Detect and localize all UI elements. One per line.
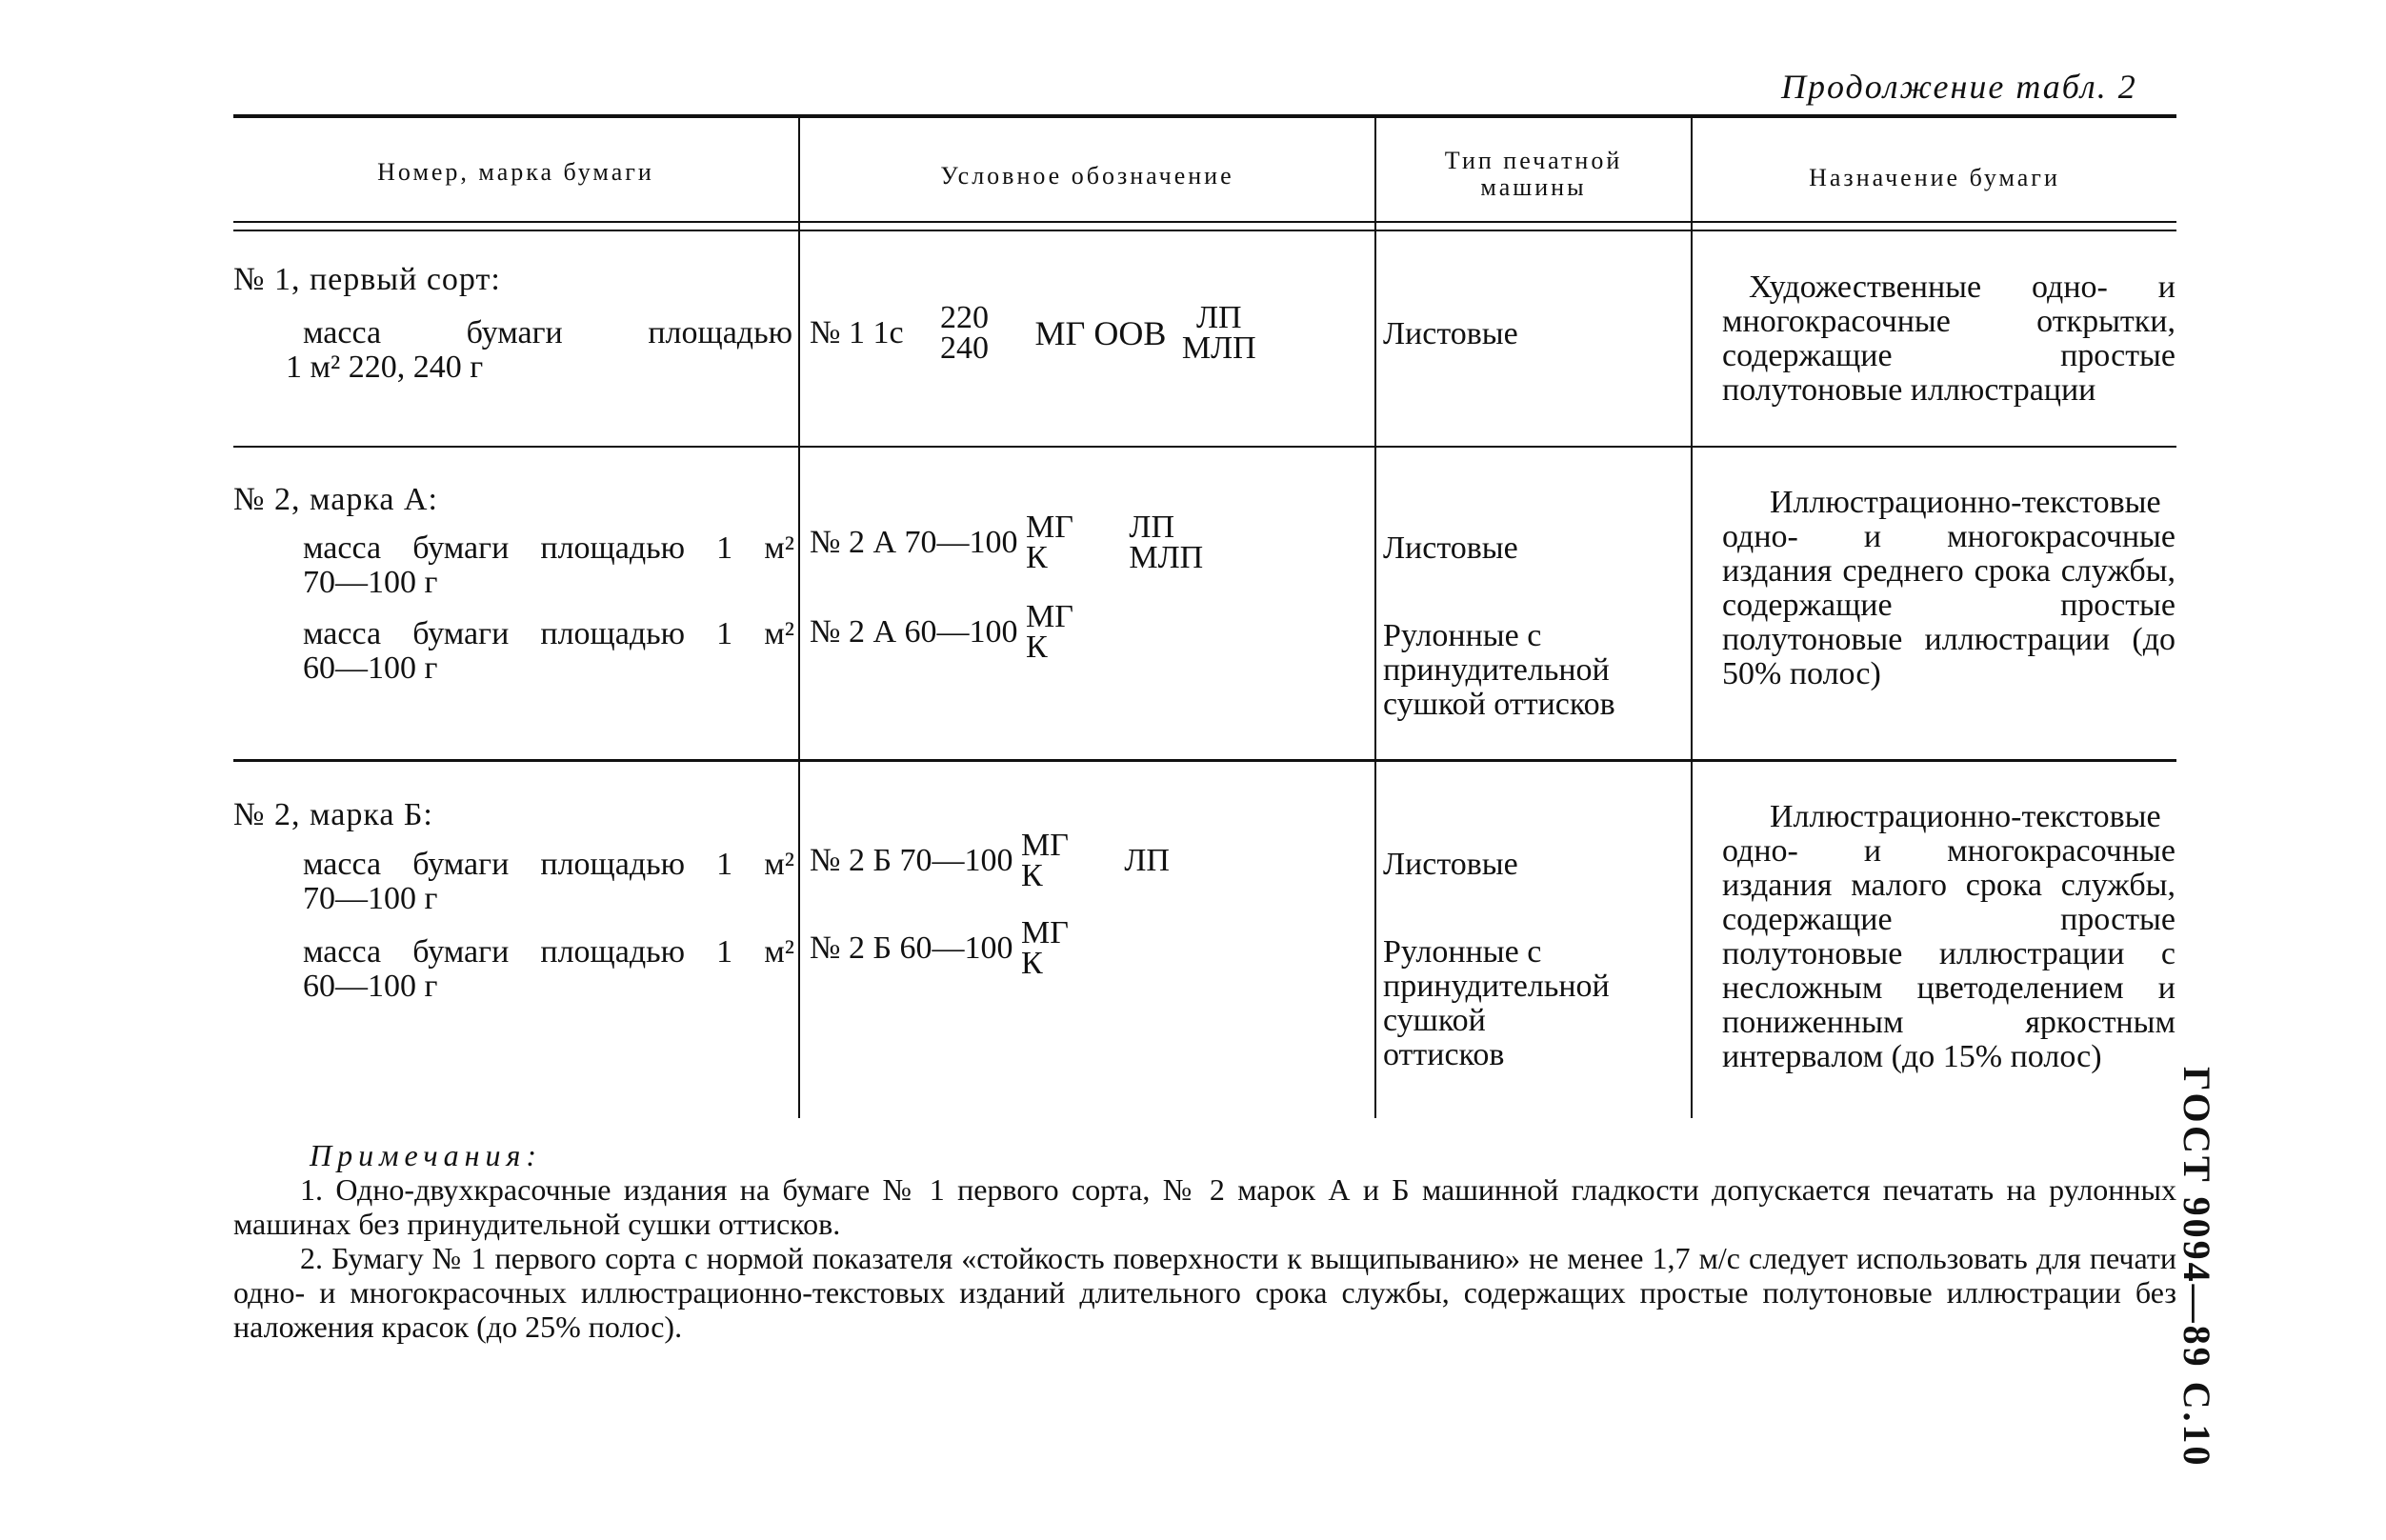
row2-sub1-line1: масса бумаги площадью 1 м² — [303, 530, 794, 566]
row2-machine2: Рулонные с принудительной сушкой оттисков — [1383, 618, 1615, 722]
row1-desc-line1: масса бумаги площадью — [303, 315, 792, 350]
row3-sub1-line2: 70—100 г — [303, 881, 438, 916]
row2-code2 — [810, 599, 1073, 665]
row3-code1-right: ЛП — [1124, 843, 1170, 878]
row2-sub2-line1: масса бумаги площадью 1 м² — [303, 616, 794, 651]
row1-code-frac-bottom: 240 — [940, 330, 990, 366]
row1-code — [810, 300, 1372, 366]
row2-sub2-line2: 60—100 г — [303, 650, 438, 686]
row3-code2-prefix: № 2 Б 60—100 — [810, 930, 1013, 966]
row1-machine: Листовые — [1383, 316, 1518, 351]
row1-code-stack — [1181, 300, 1256, 366]
header-machine-type-line1: Тип печатной — [1444, 147, 1623, 174]
row3-machine2: Рулонные с принудительной сушкой оттисков — [1383, 934, 1610, 1072]
row3-code1-stack — [1021, 830, 1069, 891]
row3-code2-stack-top: МГ — [1020, 915, 1069, 950]
header-machine-type — [1376, 148, 1691, 201]
header-number-brand: Номер, марка бумаги — [377, 158, 654, 186]
row2-code1-right-top: ЛП — [1129, 510, 1175, 545]
row1-code-prefix: № 1 1с — [810, 315, 904, 350]
row1-purpose: Художественные одно- и многокрасочные открытки, содержащие простые полутоновые иллюстрации — [1722, 270, 2175, 408]
row1-code-frac — [940, 300, 990, 366]
row1-title: № 1, первый сорт: — [233, 262, 501, 297]
row2-code1-right — [1129, 512, 1203, 573]
col-divider-3 — [1691, 118, 1693, 1118]
header-machine-type-line2: машины — [1480, 173, 1587, 201]
row2-code1-right-bottom: МЛП — [1129, 540, 1204, 575]
row3-code1-prefix: № 2 Б 70—100 — [810, 843, 1013, 878]
row1-bottom-rule — [233, 446, 2176, 448]
row2-code1-prefix: № 2 А 70—100 — [810, 525, 1018, 560]
row1-code-mid: МГ ООВ — [1034, 314, 1167, 352]
row3-code1-stack-bottom: К — [1020, 858, 1043, 893]
row2-code2-stack-top: МГ — [1026, 599, 1073, 634]
continuation-title: Продолжение табл. 2 — [1781, 68, 2137, 106]
row3-code2-stack-bottom: К — [1020, 946, 1043, 981]
row2-sub1-line2: 70—100 г — [303, 565, 438, 600]
row3-code2-stack — [1020, 915, 1069, 981]
row1-code-stack-bottom: МЛП — [1181, 330, 1256, 366]
table-top-rule — [233, 114, 2176, 118]
row3-purpose: Иллюстрационно-текстовые одно- и многокрасочные издания малого срока службы, содержащие простые полутоновые иллюстрации с несложным цветоделением и пониженным яркостным интервалом (до 15% полос) — [1722, 799, 2175, 1074]
col-divider-2 — [1374, 118, 1376, 1118]
row2-code1-stack — [1026, 512, 1073, 573]
row2-title: № 2, марка А: — [233, 482, 438, 517]
row1-code-stack-top: ЛП — [1195, 300, 1242, 335]
row3-code1-stack-top: МГ — [1020, 828, 1069, 863]
row3-code2 — [810, 915, 1069, 981]
row3-title: № 2, марка Б: — [233, 797, 433, 832]
notes-block — [233, 1138, 2176, 1344]
header-purpose: Назначение бумаги — [1809, 164, 2060, 191]
header-designation: Условное обозначение — [940, 162, 1234, 190]
note-2: 2. Бумагу № 1 первого сорта с нормой показателя «стойкость поверхности к выщипыванию» не менее 1,7 м/с следует использовать для печати одно- и многокрасочных иллюстрационно-текстовых изданий длительного срока службы, содержащих простые полутоновые иллюстрации без наложения красок (до 25% полос). — [233, 1241, 2176, 1344]
row2-code2-stack — [1026, 599, 1073, 665]
row3-sub1-line1: масса бумаги площадью 1 м² — [303, 847, 794, 882]
row2-code1-stack-top: МГ — [1026, 510, 1073, 545]
header-bottom-rule-2 — [233, 230, 2176, 231]
row3-machine1: Листовые — [1383, 847, 1518, 882]
row2-machine1: Листовые — [1383, 530, 1518, 566]
row2-code2-stack-bottom: К — [1026, 630, 1048, 665]
row3-sub1 — [303, 848, 794, 916]
row2-sub2 — [303, 617, 794, 686]
col-divider-1 — [798, 118, 800, 1118]
row3-sub2-line1: масса бумаги площадью 1 м² — [303, 934, 794, 970]
row2-sub1 — [303, 531, 794, 600]
note-1: 1. Одно-двухкрасочные издания на бумаге № 1 первого сорта, № 2 марок А и Б машинной гладкости допускается печатать на рулонных машинах без принудительной сушки оттисков. — [233, 1172, 2176, 1241]
row2-bottom-rule — [233, 759, 2176, 762]
row1-code-frac-top: 220 — [940, 300, 990, 335]
row2-code1-stack-bottom: К — [1026, 540, 1048, 575]
row3-code1 — [810, 830, 1170, 891]
row2-code2-prefix: № 2 А 60—100 — [810, 614, 1018, 650]
row3-sub2 — [303, 935, 794, 1004]
header-bottom-rule-1 — [233, 221, 2176, 223]
side-document-code: ГОСТ 9094—89 С.10 — [2175, 1067, 2218, 1469]
row2-code1 — [810, 512, 1203, 573]
notes-heading: Примечания: — [310, 1138, 542, 1172]
row1-desc-line2: 1 м² 220, 240 г — [286, 350, 484, 385]
row2-purpose: Иллюстрационно-текстовые одно- и многокрасочные издания среднего срока службы, содержащие простые полутоновые иллюстрации (до 50% полос) — [1722, 485, 2175, 691]
row1-desc — [286, 316, 792, 385]
row3-sub2-line2: 60—100 г — [303, 969, 438, 1004]
